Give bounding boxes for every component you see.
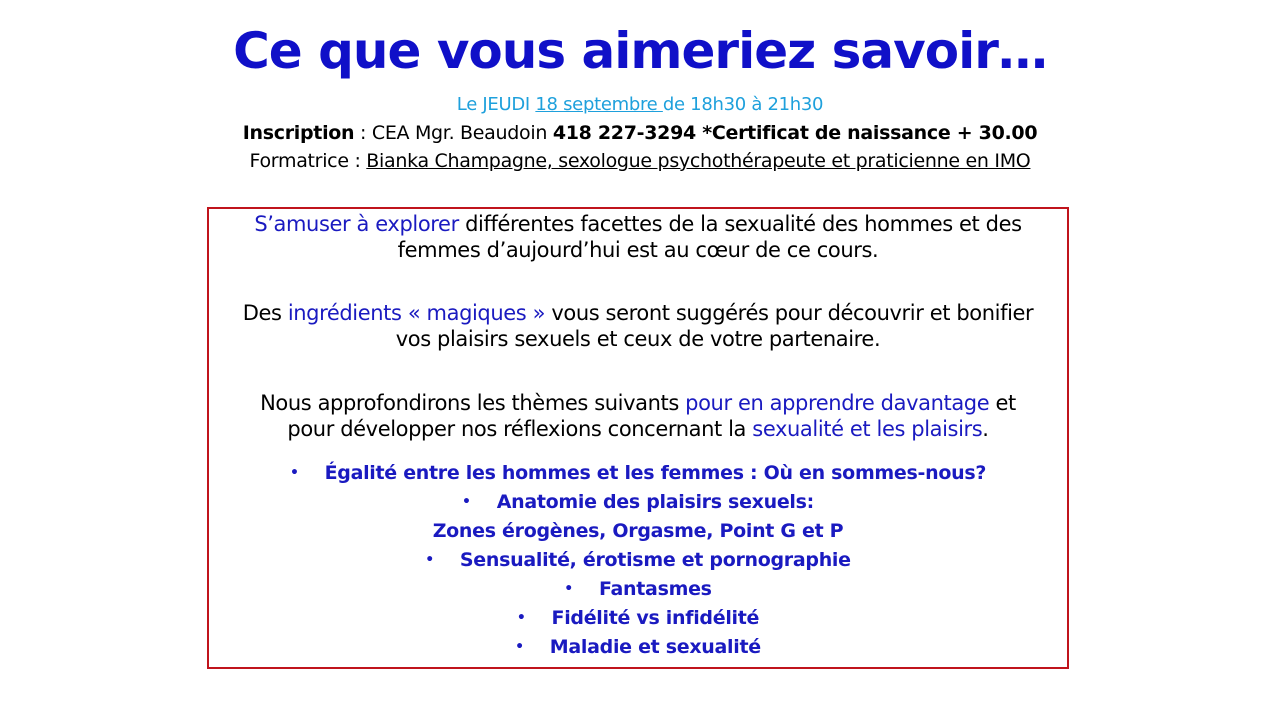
- paragraph-2: [207, 300, 1069, 352]
- list-item-text: Anatomie des plaisirs sexuels:: [496, 491, 814, 513]
- bullet-icon: •: [564, 581, 573, 597]
- p1-rest: différentes facettes de la sexualité des hommes et des: [458, 212, 1022, 236]
- list-item: [207, 549, 1069, 571]
- list-item-text: Égalité entre les hommes et les femmes : Où en sommes-nous?: [324, 462, 987, 484]
- bullet-icon: •: [289, 465, 299, 481]
- paragraph-1: [207, 211, 1069, 263]
- inscription-cert: *Certificat de naissance + 30.00: [695, 122, 1038, 144]
- p3-rest: et: [989, 391, 1016, 415]
- p1-line2: femmes d’aujourd’hui est au cœur de ce cours.: [397, 238, 879, 262]
- p2-line2: vos plaisirs sexuels et ceux de votre partenaire.: [395, 327, 881, 351]
- date-prefix: Le JEUDI: [456, 94, 536, 115]
- list-item: [207, 462, 1069, 484]
- list-item: [207, 636, 1069, 658]
- p3-line2-end: .: [982, 417, 989, 441]
- paragraph-3: [207, 390, 1069, 442]
- formatrice-name: Bianka Champagne, sexologue psychothérapeute et praticienne en IMO: [366, 150, 1031, 172]
- list-item-text: Fantasmes: [598, 578, 712, 600]
- list-item-text: Sensualité, érotisme et pornographie: [459, 549, 851, 571]
- bullet-icon: •: [462, 494, 471, 510]
- inscription-label: Inscription: [242, 122, 355, 144]
- list-item: [207, 578, 1069, 600]
- event-date: 18 septembre: [535, 94, 663, 115]
- date-line: [0, 94, 1280, 115]
- inscription-text: : CEA Mgr. Beaudoin: [354, 122, 553, 144]
- list-item: [207, 520, 1069, 542]
- p1-highlight: S’amuser à explorer: [254, 212, 459, 236]
- formatrice-label: Formatrice :: [249, 150, 367, 172]
- list-item-text: Fidélité vs infidélité: [551, 607, 760, 629]
- list-item-text: Maladie et sexualité: [549, 636, 761, 658]
- p3-line2-start: pour développer nos réflexions concernant la: [287, 417, 753, 441]
- inscription-line: [0, 122, 1280, 144]
- bullet-icon: •: [515, 639, 524, 655]
- list-item: [207, 491, 1069, 513]
- p2-start: Des: [242, 301, 288, 325]
- list-item-text: Zones érogènes, Orgasme, Point G et P: [432, 520, 844, 542]
- bullet-icon: •: [516, 610, 526, 626]
- p3-highlight: pour en apprendre davantage: [685, 391, 990, 415]
- p2-highlight: ingrédients « magiques »: [287, 301, 546, 325]
- page-title: Ce que vous aimeriez savoir…: [233, 22, 1047, 80]
- p3-start: Nous approfondirons les thèmes suivants: [260, 391, 686, 415]
- inscription-phone: 418 227-3294: [552, 122, 696, 144]
- event-time: de 18h30 à 21h30: [662, 94, 824, 115]
- p3-line2-highlight: sexualité et les plaisirs: [752, 417, 983, 441]
- p2-rest: vous seront suggérés pour découvrir et bonifier: [545, 301, 1034, 325]
- formatrice-line: [0, 150, 1280, 172]
- bullet-icon: •: [425, 552, 434, 568]
- list-item: [207, 607, 1069, 629]
